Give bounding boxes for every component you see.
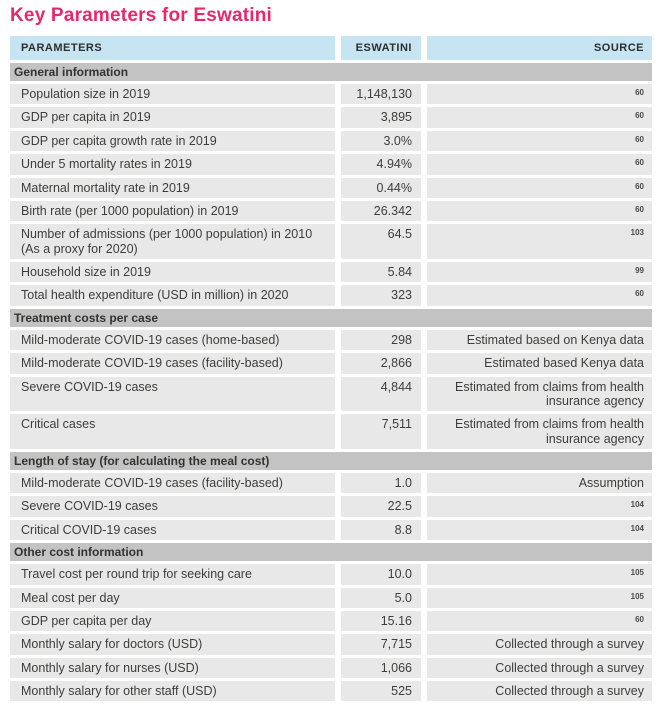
section-header: Length of stay (for calculating the meal cost) xyxy=(10,452,652,470)
value-cell: 0.44% xyxy=(341,178,421,198)
table-row xyxy=(10,473,652,493)
table-header-row xyxy=(10,36,652,60)
table-row xyxy=(10,178,652,198)
table-row xyxy=(10,611,652,631)
source-footnote-cell: 60 xyxy=(427,178,652,198)
value-cell: 5.0 xyxy=(341,588,421,608)
page-title: Key Parameters for Eswatini xyxy=(10,5,273,26)
section-header: General information xyxy=(10,63,652,81)
source-footnote-cell: 105 xyxy=(427,564,652,584)
parameter-cell: Population size in 2019 xyxy=(10,84,335,104)
source-footnote-cell: 60 xyxy=(427,131,652,151)
value-cell: 4,844 xyxy=(341,377,421,412)
parameter-cell: Travel cost per round trip for seeking care xyxy=(10,564,335,584)
source-cell: Estimated based on Kenya data xyxy=(427,330,652,350)
value-cell: 10.0 xyxy=(341,564,421,584)
value-cell: 3,895 xyxy=(341,107,421,127)
parameter-cell: Number of admissions (per 1000 population) in 2010 (As a proxy for 2020) xyxy=(10,224,335,259)
source-cell: Estimated based Kenya data xyxy=(427,353,652,373)
source-footnote-cell: 105 xyxy=(427,588,652,608)
value-cell: 26.342 xyxy=(341,201,421,221)
value-cell: 64.5 xyxy=(341,224,421,259)
parameter-cell: Critical COVID-19 cases xyxy=(10,520,335,540)
parameter-cell: Under 5 mortality rates in 2019 xyxy=(10,154,335,174)
value-cell: 1.0 xyxy=(341,473,421,493)
table-row xyxy=(10,285,652,305)
column-header-eswatini: ESWATINI xyxy=(341,36,421,60)
value-cell: 5.84 xyxy=(341,262,421,282)
value-cell: 1,066 xyxy=(341,658,421,678)
table-row xyxy=(10,224,652,259)
table-row xyxy=(10,330,652,350)
value-cell: 4.94% xyxy=(341,154,421,174)
parameter-cell: Critical cases xyxy=(10,414,335,449)
source-cell: Assumption xyxy=(427,473,652,493)
source-footnote-cell: 99 xyxy=(427,262,652,282)
table-row xyxy=(10,496,652,516)
parameter-cell: Birth rate (per 1000 population) in 2019 xyxy=(10,201,335,221)
table-row xyxy=(10,414,652,449)
source-footnote-cell: 103 xyxy=(427,224,652,259)
table-row xyxy=(10,131,652,151)
source-cell: Collected through a survey xyxy=(427,681,652,701)
source-footnote-cell: 60 xyxy=(427,201,652,221)
table-row xyxy=(10,84,652,104)
source-cell: Estimated from claims from health insurance agency xyxy=(427,377,652,412)
source-footnote-cell: 104 xyxy=(427,496,652,516)
parameter-cell: GDP per capita growth rate in 2019 xyxy=(10,131,335,151)
source-cell: Collected through a survey xyxy=(427,658,652,678)
source-footnote-cell: 60 xyxy=(427,107,652,127)
parameter-cell: GDP per capita per day xyxy=(10,611,335,631)
value-cell: 2,866 xyxy=(341,353,421,373)
parameter-cell: Mild-moderate COVID-19 cases (home-based) xyxy=(10,330,335,350)
column-header-source: SOURCE xyxy=(427,36,652,60)
value-cell: 7,715 xyxy=(341,634,421,654)
source-footnote-cell: 60 xyxy=(427,611,652,631)
table-row xyxy=(10,353,652,373)
table-row xyxy=(10,564,652,584)
parameter-cell: Severe COVID-19 cases xyxy=(10,377,335,412)
value-cell: 1,148,130 xyxy=(341,84,421,104)
source-footnote-cell: 60 xyxy=(427,154,652,174)
parameter-cell: Maternal mortality rate in 2019 xyxy=(10,178,335,198)
value-cell: 323 xyxy=(341,285,421,305)
parameter-cell: Mild-moderate COVID-19 cases (facility-based) xyxy=(10,473,335,493)
parameter-cell: Total health expenditure (USD in million) in 2020 xyxy=(10,285,335,305)
parameter-cell: Severe COVID-19 cases xyxy=(10,496,335,516)
value-cell: 525 xyxy=(341,681,421,701)
table-row xyxy=(10,107,652,127)
section-header: Treatment costs per case xyxy=(10,309,652,327)
source-cell: Collected through a survey xyxy=(427,634,652,654)
table-row xyxy=(10,262,652,282)
source-cell: Estimated from claims from health insurance agency xyxy=(427,414,652,449)
parameter-cell: Household size in 2019 xyxy=(10,262,335,282)
table-row xyxy=(10,634,652,654)
table-row xyxy=(10,681,652,701)
value-cell: 8.8 xyxy=(341,520,421,540)
section-header: Other cost information xyxy=(10,543,652,561)
table-row xyxy=(10,201,652,221)
parameter-cell: Monthly salary for other staff (USD) xyxy=(10,681,335,701)
value-cell: 298 xyxy=(341,330,421,350)
parameter-cell: Meal cost per day xyxy=(10,588,335,608)
table-row xyxy=(10,377,652,412)
parameter-cell: GDP per capita in 2019 xyxy=(10,107,335,127)
parameter-cell: Monthly salary for doctors (USD) xyxy=(10,634,335,654)
parameter-cell: Monthly salary for nurses (USD) xyxy=(10,658,335,678)
source-footnote-cell: 60 xyxy=(427,84,652,104)
table-row xyxy=(10,588,652,608)
value-cell: 7,511 xyxy=(341,414,421,449)
source-footnote-cell: 104 xyxy=(427,520,652,540)
value-cell: 3.0% xyxy=(341,131,421,151)
table-row xyxy=(10,154,652,174)
table-row xyxy=(10,520,652,540)
parameter-cell: Mild-moderate COVID-19 cases (facility-based) xyxy=(10,353,335,373)
value-cell: 15.16 xyxy=(341,611,421,631)
value-cell: 22.5 xyxy=(341,496,421,516)
parameters-table xyxy=(10,36,652,701)
table-row xyxy=(10,658,652,678)
table-body xyxy=(10,63,652,701)
source-footnote-cell: 60 xyxy=(427,285,652,305)
column-header-parameters: PARAMETERS xyxy=(10,36,335,60)
